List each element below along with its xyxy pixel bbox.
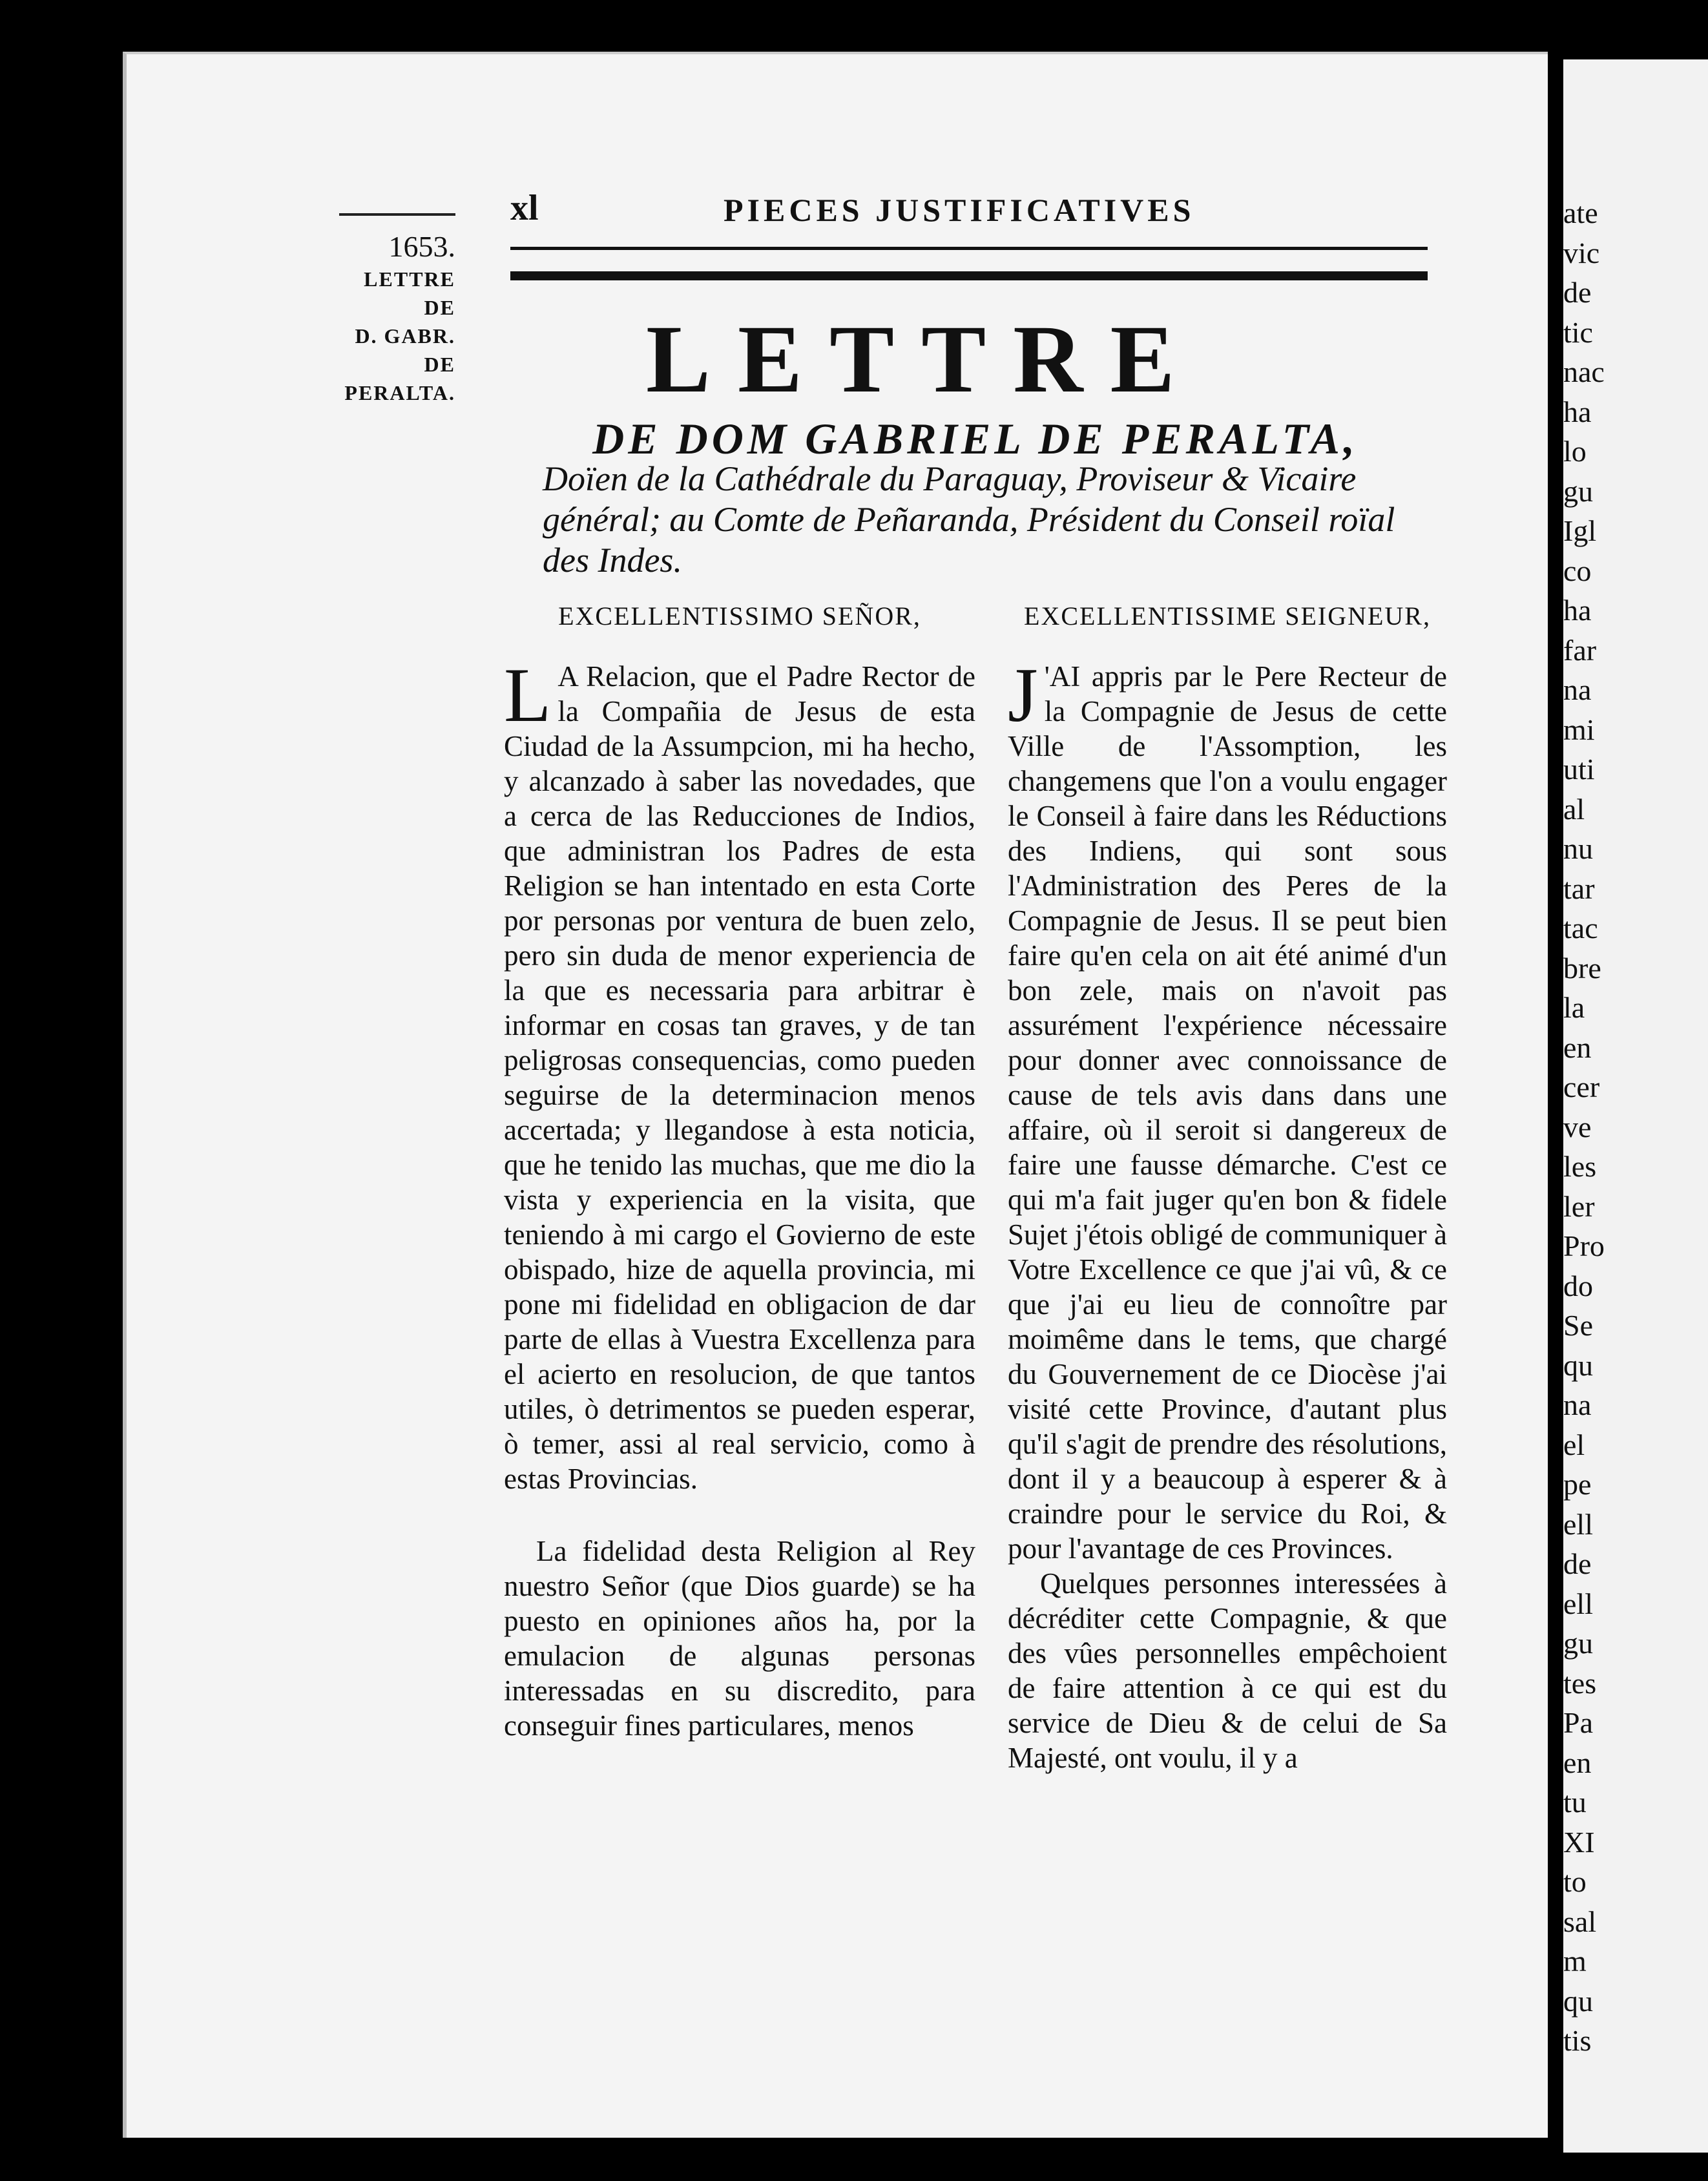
french-paragraph (1008, 652, 1447, 1566)
drop-cap: J (1008, 652, 1038, 738)
facing-page-word: Pa (1563, 1706, 1593, 1739)
facing-page-word: co (1563, 554, 1592, 587)
facing-page-word: vic (1563, 236, 1600, 269)
facing-page-word: pe (1563, 1468, 1592, 1501)
facing-page-word: ha (1563, 395, 1592, 428)
facing-page-word: nac (1563, 355, 1605, 388)
header-rule-thick (510, 271, 1428, 280)
facing-page-word: tar (1563, 871, 1595, 905)
facing-page-word: m (1563, 1945, 1587, 1978)
margin-year: 1653. (388, 230, 455, 263)
facing-page-word: qu (1563, 1348, 1593, 1382)
facing-page-word: la (1563, 991, 1585, 1024)
facing-page-word: sal (1563, 1904, 1597, 1938)
facing-page-word: qu (1563, 1984, 1593, 2018)
facing-page-word: cer (1563, 1070, 1600, 1103)
facing-page-word: en (1563, 1746, 1592, 1779)
spanish-paragraph-text: A Relacion, que el Padre Rector de la Compañia de Jesus de esta Ciudad de la Assumpcion, mi ha hecho, y alcanzado à saber las novedades, que a cerca de las Reducciones de Indios, que administran los Padres de esta Religion se han intentado en esta Corte por personas por ventura de buen zelo, pero sin duda de menor experiencia de la que es necessaria para arbitrar è informar en cosas tan graves, y de tan peligrosas consequencias, como pueden seguirse de la determinacion menos accertada; y llegandose à esta noticia, que he tenido las muchas, que me dio la vista y experiencia en la visita, que teniendo à mi cargo el Govierno de este obispado, hize de aquella provincia, mi pone mi fidelidad en obligacion de dar parte de ellas à Vuestra Excellenza para el acierto en resolucion, de que tantos utiles, ò detrimentos se pueden esperar, ò temer, assi al real servicio, como à estas Provincias. (504, 660, 975, 1495)
running-header (510, 187, 1428, 226)
facing-page-word: to (1563, 1865, 1587, 1898)
facing-page-word: far (1563, 633, 1597, 667)
facing-page-word: bre (1563, 951, 1601, 985)
facing-page-word: mi (1563, 713, 1595, 746)
facing-page-word: gu (1563, 1627, 1593, 1660)
spanish-column (504, 601, 975, 1743)
facing-page-word: na (1563, 1388, 1592, 1421)
facing-page-word: en (1563, 1030, 1592, 1064)
facing-page-word: Pro (1563, 1229, 1605, 1262)
facing-page-word: ha (1563, 594, 1592, 627)
french-paragraph: Quelques personnes interessées à décréditer cette Compagnie, & que des vûes personnelles empêchoient de faire attention à ce qui est du service de Dieu & de celui de Sa Majesté, ont voulu, il y a (1008, 1567, 1447, 1774)
facing-page-word: nu (1563, 832, 1593, 865)
margin-line: D. GABR. DE (355, 324, 455, 376)
facing-page-word: do (1563, 1269, 1593, 1302)
facing-page-word: al (1563, 792, 1585, 826)
spanish-paragraph: La fidelidad desta Religion al Rey nuestro Señor (que Dios guarde) se ha puesto en opiniones años ha, por la emulacion de algunas personas interessadas en su discredito, para conseguir fines particulares, menos (504, 1535, 975, 1742)
margin-line: PERALTA. (344, 381, 455, 404)
facing-page-word: el (1563, 1428, 1585, 1461)
letter-title: LETTRE (646, 306, 1202, 413)
spanish-paragraph (504, 652, 975, 1496)
facing-page-word: tac (1563, 912, 1598, 944)
page-number: xl (510, 188, 539, 228)
margin-note (339, 213, 455, 407)
facing-page-word: uti (1563, 753, 1595, 786)
letter-subtitle: DE DOM GABRIEL DE PERALTA, (592, 414, 1359, 463)
facing-page-word: gu (1563, 474, 1593, 508)
facing-page-word: tis (1563, 2024, 1592, 2057)
facing-page-word: tes (1563, 1666, 1597, 1700)
facing-page-word: les (1563, 1150, 1597, 1183)
header-rule-thin (510, 247, 1428, 250)
letter-addressee: Doïen de la Cathédrale du Paraguay, Proviseur & Vicaire général; au Comte de Peñaranda, Président du Conseil roïal des Indes. (543, 459, 1395, 579)
facing-page-word: XI (1563, 1825, 1595, 1859)
facing-page-word: na (1563, 673, 1592, 706)
facing-page-word: ate (1563, 196, 1598, 229)
facing-page-word: Se (1563, 1309, 1593, 1342)
margin-line: LETTRE DE (364, 267, 455, 319)
facing-page-word: de (1563, 1547, 1592, 1580)
french-salutation: EXCELLENTISSIME SEIGNEUR, (1024, 601, 1431, 631)
facing-page-word: ve (1563, 1110, 1592, 1143)
margin-dash (339, 213, 455, 216)
running-title: PIECES JUSTIFICATIVES (724, 192, 1195, 228)
facing-page-word: de (1563, 276, 1592, 309)
facing-page-fragment (1563, 59, 1708, 2153)
drop-cap: L (504, 652, 552, 738)
facing-page-word: ell (1563, 1507, 1593, 1541)
facing-page-word: tic (1563, 315, 1593, 349)
facing-page-word: ell (1563, 1587, 1593, 1620)
french-column (1008, 601, 1447, 1775)
facing-page-word: Igl (1563, 514, 1597, 547)
facing-page-word: lo (1563, 435, 1587, 468)
facing-page-word: tu (1563, 1786, 1587, 1819)
spanish-salutation: EXCELLENTISSIMO SEÑOR, (558, 601, 921, 631)
french-paragraph-text: 'AI appris par le Pere Recteur de la Compagnie de Jesus de cette Ville de l'Assomption, les changemens que l'on a voulu engager le Conseil à faire dans les Réductions des Indiens, qui sont sous l'Administration des Peres de la Compagnie de Jesus. Il se peut bien faire qu'en cela on ait été animé d'un bon zele, mais on n'avoit pas assurément l'expérience nécessaire pour donner avec connoissance de cause de tels avis dans dans une affaire, où il seroit si dangereux de faire une fausse démarche. C'est ce qui m'a fait juger qu'en bon & fidele Sujet j'étois obligé de communiquer à Votre Excellence ce que j'ai vû, & ce que j'ai eu lieu de connoître par moimême dans le tems, que chargé du Gouvernement de ce Diocèse j'ai visité cette Province, d'autant plus qu'il s'agit de prendre des résolutions, dont il y a beaucoup à esperer & à craindre pour le service du Roi, & pour l'avantage de ces Provinces. (1008, 660, 1447, 1565)
facing-page-word: ler (1563, 1189, 1595, 1223)
